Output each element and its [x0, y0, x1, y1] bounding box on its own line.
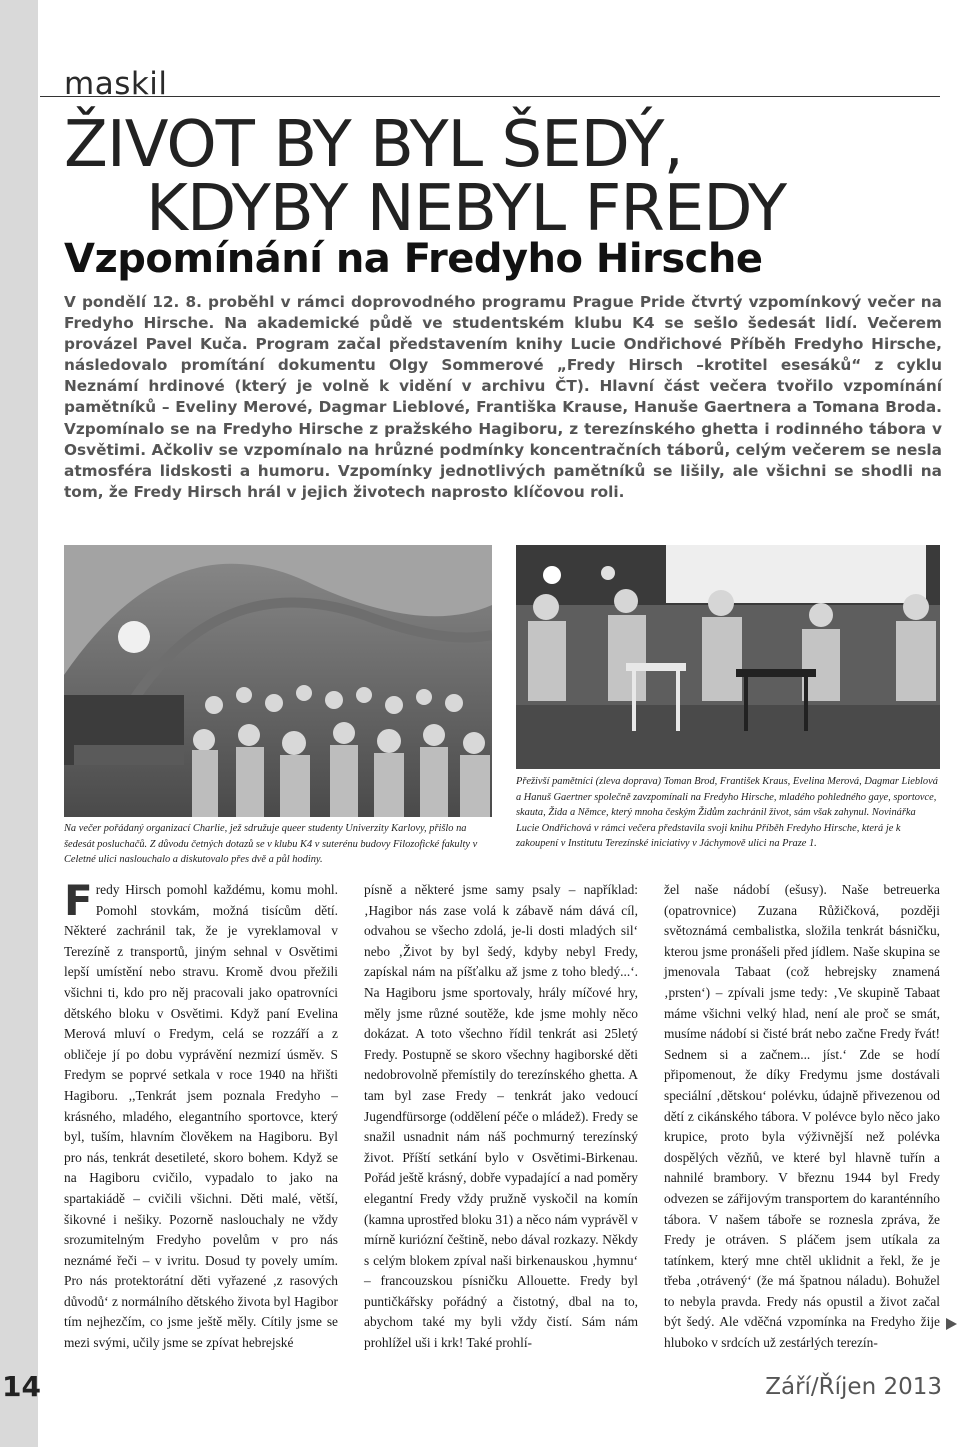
article-column-2	[364, 880, 638, 1354]
page-number: 14	[2, 1370, 41, 1403]
headline-line-2: KDYBY NEBYL FREDY	[146, 172, 787, 246]
article-subtitle: Vzpomínání na Fredyho Hirsche	[64, 236, 763, 282]
column-3-text: žel naše nádobí (ešusy). Naše betreuerka (opatrovnice) Zuzana Růžičková, později světoznámá cembalistka, složila tenkrát básničku, kterou jsme pronášeli před jídlem. Naše skupina se jmenovala Tabaat (což hebrejsky znamená ‚prsten‘) – zpívali jsme tedy: ‚Ve skupině Tabaat máme všichni velký hlad, není ale proč se smát, musíme nádobí si čisté brát nebo začne Fredy řvát! Sednem si a začnem... jíst.‘ Zde se hodí připomenout, že díky Fredymu jsme dostávali speciální ‚dětskou‘ polévku, údajně přivezenou od dětí z cikánského tábora. V polévce bylo něco jako krupice, proto byla výživnější než polévka dospělých vězňů, ve které byl hlavně tuřín a nahnilé brambory. V březnu 1944 byl Fredy odvezen se zářijovým transportem do karanténního tábora. V našem táboře se roznesla zpráva, že Fredy je otráven. S pláčem jsem utíkala za tatínkem, který mne chtěl uklidnit a řekl, že je třeba ‚otrávený‘ (že má špatnou náladu). Bohužel to nebyla pravda. Fredy nás opustil a život začal být šedý. Ale vděčná vzpomínka na Fredyho žije hluboko v srdcích už zestárlých terezín-	[664, 882, 940, 1351]
article-column-1	[64, 876, 338, 1354]
column-2-text: písně a některé jsme samy psaly – například: ‚Hagibor nás zase volá k zábavě nám dává cíl, odvahou se všecho zdolá, je-li dosti mladých sil‘ nebo ‚Život by byl šedý, kdyby nebyl Fredy, zapískal nám na píšťalku až jsme z toho bledý...‘. Na Hagiboru jsme sportovaly, hrály míčové hry, měly jsme různé soutěže, kde jsme mohly něco dokázat. A toto všechno řídil tenkrát asi 25letý Fredy. Postupně se skoro všechny hagiborské děti nedobrovolně přemístily do terezínského ghetta. A tam byl zase Fredy – tenkrát jako vedoucí Jugendfürsorge (oddělení péče o mládež). Fredy se snažil usnadnit nám náš pochmurný terezínský život. Příští setkání bylo v Osvětimi-Birkenau. Pořád ještě krásný, dobře vypadající a nad poměry elegantní Fredy vždy pružně vyskočil na komín (kamna uprostřed bloku 31) a něco nám vyprávěl v mírně kuriózní češtině, nebo dával rozkazy. Někdy s celým blokem zpíval naši birkenauskou ‚hymnu‘ – francouzskou písničku Allouette. Fredy byl puntičkářsky pořádný a čistotný, dbal na to, abychom také my byli vždy čistí. Sám nám prohlížel uši i krk! Také prohlí-	[364, 882, 638, 1351]
lead-paragraph: V pondělí 12. 8. proběhl v rámci doprovodného programu Prague Pride čtvrtý vzpomínkový večer na Fredyho Hirsche. Na akademické půdě ve studentském klubu K4 se sešlo šedesát lidí. Večerem provázel Pavel Kuča. Program začal představením knihy Lucie Ondřichové Příběh Fredyho Hirsche, následovalo promítání dokumentu Olgy Sommerové „Fredy Hirsch –krotitel esesáků“ z cyklu Neznámí hrdinové (který je volně k vidění v archivu ČT). Hlavní část večera tvořilo vzpomínání pamětníků – Eveliny Merové, Dagmar Lieblové, Františka Krause, Hanuše Gaertnera a Tomana Broda. Vzpomínalo se na Fredyho Hirsche z pražského Hagiboru, z terezínského ghetta i rodinného tábora v Osvětimi. Ačkoliv se vzpomínalo na hrůzné podmínky koncentračních táborů, celým večerem se nesla atmosféra lidskosti a humoru. Vzpomínky jednotlivých pamětníků se lišily, ale všichni se shodli na tom, že Fredy Hirsch hrál v jejich životech naprosto klíčovou roli.	[64, 293, 942, 501]
page-edge-strip	[0, 0, 38, 1447]
column-1-text: redy Hirsch pomohl každému, komu mohl. Pomohl stovkám, možná tisícům dětí. Některé zachránil tak, že je vyreklamoval v Terezíně z transportů, jiným sehnal v Osvětimi lepší umístění nebo stravu. Kromě dvou přežili všichni ti, kdo pro něj pracovali jako opatrovníci dětského bloku v Osvětimi. Když paní Evelina Merová mluví o Fredym, celá se rozzáří a z obličeje jí po dobu vyprávění nezmizí úsměv. S Fredym se poprvé setkala v roce 1940 na hřišti Hagiboru. ,,Tenkrát jsem poznala Fredyho – krásného, mladého, elegantního sportovce, který byl, tuším, hlavním člověkem na Hagiboru. Byl pro nás, tenkrát desetileté, skoro bohem. Když se na Hagiboru cvičilo, vypadalo to jako na spartakiádě – cvičili všichni. Děti malé, větší, šikovné i nešiky. Pozorně naslouchaly ne vždy srozumitelným Fredyho povelům v pro nás neznámé řeči – v ivritu. Dosud ty povely umím. Pro nás protektorátní děti vyřazené ,z rasových důvodů‘ z normálního dětského života byl Hagibor tím nejhezčím, co jsme ještě měly. Cítily jsme se mezi svými, učily jsme se zpívat hebrejské	[64, 882, 338, 1351]
audience-photo	[64, 545, 492, 817]
issue-date: Září/Říjen 2013	[765, 1374, 942, 1400]
drop-cap: F	[64, 876, 93, 925]
article-column-3	[664, 880, 940, 1354]
panel-photo-caption: Přeživší pamětníci (zleva doprava) Toman Brod, František Kraus, Evelina Merová, Dagmar Lieblová a Hanuš Gaertner společně zavzpomínali na Fredyho Hirsche, mladého pohledného gaye, sportovce, skauta, Žida a Němce, který mnoha českým Židům zachránil život, sám však zahynul. Novinářka Lucie Ondřichová v rámci večera představila svoji knihu Příběh Fredyho Hirsche, která je k zakoupení v Institutu Terezínské iniciativy v Jáchymově ulici na Praze 1.	[516, 776, 938, 850]
panel-photo	[516, 545, 940, 769]
section-label: maskil	[64, 66, 168, 102]
header-rule	[40, 96, 940, 97]
headline-line-1: ŽIVOT BY BYL ŠEDÝ,	[64, 108, 683, 182]
continue-arrow-icon	[946, 1318, 957, 1330]
audience-photo-caption: Na večer pořádaný organizací Charlie, jež sdružuje queer studenty Univerzity Karlovy, přišlo na šedesát posluchačů. Z důvodu četných dotazů se v klubu K4 v suterénu budovy Filozofické fakulty v Celetné ulici naslouchalo a diskutovalo přes dvě a půl hodiny.	[64, 823, 478, 866]
